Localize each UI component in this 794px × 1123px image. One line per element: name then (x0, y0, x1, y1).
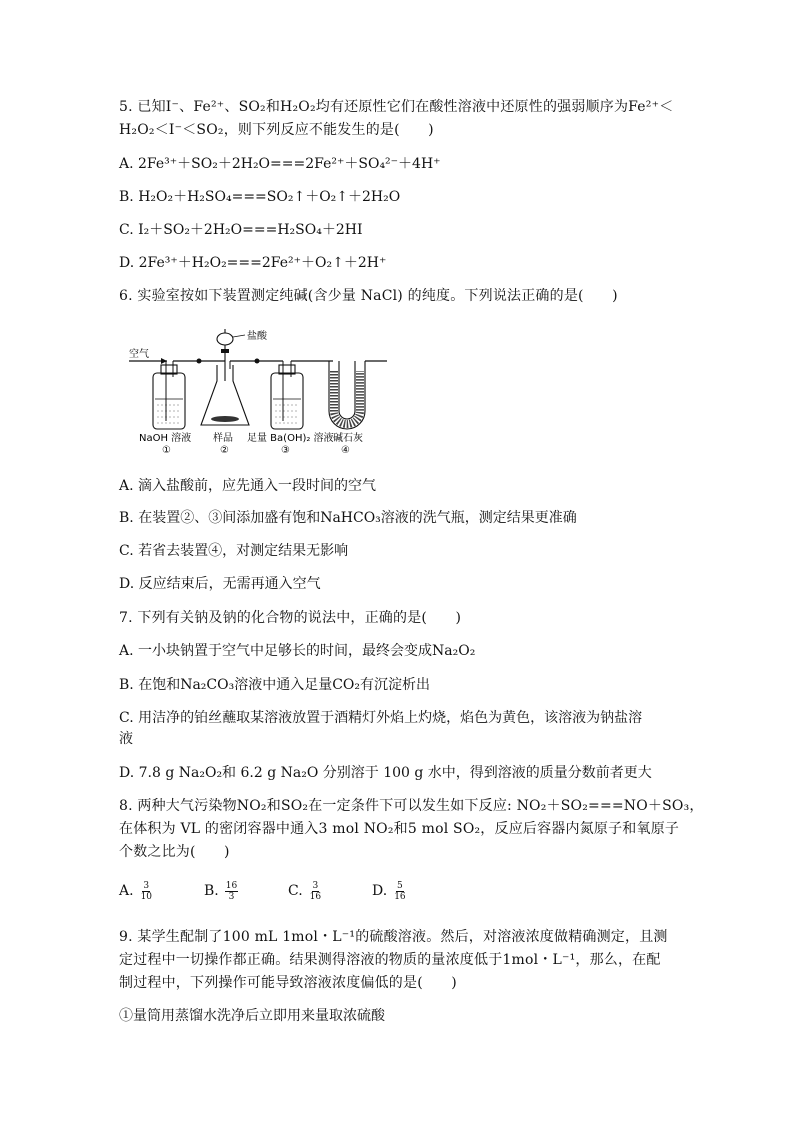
q8-option-a-fraction (140, 881, 153, 902)
q8-option-c-label: C. (288, 883, 303, 899)
q6-option-b: B. 在装置②、③间添加盛有饱和NaHCO₃溶液的洗气瓶，测定结果更准确 (119, 510, 577, 526)
q5-option-c: C. I₂＋SO₂＋2H₂O===H₂SO₄＋2HI (119, 222, 363, 238)
q8-option-c-fraction (309, 881, 322, 902)
q8-option-c-denominator: 16 (309, 891, 322, 902)
q8-option-a (119, 876, 153, 906)
apparatus-diagram (125, 325, 395, 455)
q8-option-b (204, 876, 238, 906)
q9-item-1: ①量筒用蒸馏水洗净后立即用来量取浓硫酸 (119, 1008, 385, 1024)
q8-option-d-numerator: 5 (397, 880, 403, 891)
q5-stem-line1: 5. 已知I⁻、Fe²⁺、SO₂和H₂O₂均有还原性它们在酸性溶液中还原性的强弱顺序为Fe²⁺＜ (119, 99, 674, 115)
q8-option-c-numerator: 3 (312, 880, 319, 891)
label-soda-lime: 碱石灰 (333, 433, 363, 444)
clamp-1-icon (197, 359, 202, 364)
q9-stem-line3: 制过程中，下列操作可能导致溶液浓度偏低的是( ) (119, 975, 457, 991)
q9-stem-line2: 定过程中一切操作都正确。结果测得溶液的物质的量浓度低于1mol・L⁻¹，那么，在配 (119, 952, 661, 968)
q5-option-a: A. 2Fe³⁺＋SO₂＋2H₂O===2Fe²⁺＋SO₄²⁻＋4H⁺ (119, 156, 441, 172)
label-sample: 样品 (213, 433, 233, 444)
q6-option-d: D. 反应结束后，无需再通入空气 (119, 576, 321, 592)
q7-option-d: D. 7.8 g Na₂O₂和 6.2 g Na₂O 分别溶于 100 g 水中，得到溶液的质量分数前者更大 (119, 765, 652, 781)
num-3: ③ (281, 445, 290, 455)
q8-option-b-denominator: 3 (228, 891, 235, 902)
label-naoh: NaOH 溶液 (139, 433, 192, 444)
q8-option-b-numerator: 16 (225, 880, 238, 891)
num-1: ① (162, 445, 171, 455)
q5-option-d: D. 2Fe³⁺＋H₂O₂===2Fe²⁺＋O₂↑＋2H⁺ (119, 255, 387, 271)
label-baoh2: 足量 Ba(OH)₂ 溶液 (247, 433, 334, 444)
num-4: ④ (341, 445, 350, 455)
q7-option-b: B. 在饱和Na₂CO₃溶液中通入足量CO₂有沉淀析出 (119, 677, 431, 693)
num-2: ② (220, 445, 229, 455)
q5-stem-line2: H₂O₂＜I⁻＜SO₂，则下列反应不能发生的是( ) (119, 122, 434, 138)
q8-stem-line1: 8. 两种大气污染物NO₂和SO₂在一定条件下可以发生如下反应: NO₂＋SO₂===NO＋SO₃， (119, 798, 704, 814)
q6-stem: 6. 实验室按如下装置测定纯碱(含少量 NaCl) 的纯度。下列说法正确的是( ) (119, 288, 618, 304)
q8-option-b-label: B. (204, 883, 219, 899)
baoh2-absorption-bottle (271, 361, 303, 429)
hydrochloric-acid-funnel (217, 329, 245, 381)
q9-stem-line1: 9. 某学生配制了100 mL 1mol・L⁻¹的硫酸溶液。然后，对溶液浓度做精确测定，且测 (119, 929, 668, 945)
q8-option-a-label: A. (119, 883, 134, 899)
q8-option-c (288, 876, 322, 906)
q8-stem-line3: 个数之比为( ) (119, 844, 230, 860)
clamp-2-icon (255, 359, 260, 364)
q8-option-d-fraction (393, 881, 406, 902)
q8-option-d-denominator: 16 (394, 891, 406, 902)
q7-option-c-line1: C. 用洁净的铂丝蘸取某溶液放置于酒精灯外焰上灼烧，焰色为黄色，该溶液为钠盐溶 (119, 710, 643, 726)
air-label: 空气 (129, 349, 149, 360)
q8-option-a-numerator: 3 (143, 880, 150, 891)
q6-option-a: A. 滴入盐酸前，应先通入一段时间的空气 (119, 478, 377, 494)
acid-label: 盐酸 (247, 331, 267, 342)
q8-option-a-denominator: 10 (140, 891, 153, 902)
q8-option-d-label: D. (372, 883, 388, 899)
q8-stem-line2: 在体积为 VL 的密闭容器中通入3 mol NO₂和5 mol SO₂，反应后容器内氮原子和氧原子 (119, 821, 680, 837)
q7-option-c-line2: 液 (119, 731, 133, 747)
q8-option-d (372, 876, 407, 906)
q6-option-c: C. 若省去装置④，对测定结果无影响 (119, 543, 349, 559)
q8-option-b-fraction (225, 881, 238, 902)
soda-lime-u-tube (329, 361, 387, 429)
naoh-wash-bottle (153, 361, 185, 429)
q5-option-b: B. H₂O₂＋H₂SO₄===SO₂↑＋O₂↑＋2H₂O (119, 189, 401, 205)
q7-stem: 7. 下列有关钠及钠的化合物的说法中，正确的是( ) (119, 610, 462, 626)
q7-option-a: A. 一小块钠置于空气中足够长的时间，最终会变成Na₂O₂ (119, 643, 476, 659)
